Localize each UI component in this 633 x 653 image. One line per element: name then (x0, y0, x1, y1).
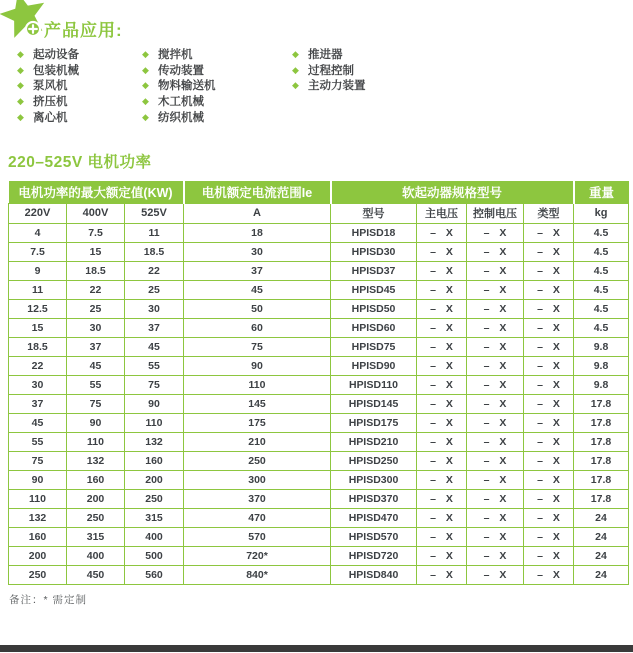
cell-main-voltage: – X (417, 470, 467, 489)
sub-header-type: 类型 (524, 203, 574, 223)
table-row (9, 223, 629, 242)
cell-400v: 132 (67, 451, 125, 470)
list-item (142, 94, 216, 110)
cell-525v: 11 (125, 223, 184, 242)
table-row (9, 546, 629, 565)
cell-weight-kg: 4.5 (574, 242, 629, 261)
cell-type: – X (524, 299, 574, 318)
list-item-label: 纺织机械 (158, 111, 204, 124)
cell-model: HPISD75 (331, 337, 417, 356)
cell-400v: 30 (67, 318, 125, 337)
list-item (292, 47, 366, 63)
table-row (9, 508, 629, 527)
cell-weight-kg: 17.8 (574, 489, 629, 508)
cell-220v: 132 (9, 508, 67, 527)
cell-model: HPISD18 (331, 223, 417, 242)
cell-type: – X (524, 413, 574, 432)
group-header-cell: 重量 (574, 181, 629, 203)
cell-weight-kg: 9.8 (574, 356, 629, 375)
cell-weight-kg: 4.5 (574, 299, 629, 318)
cell-type: – X (524, 261, 574, 280)
sub-header-220v: 220V (9, 203, 67, 223)
cell-current-a: 175 (184, 413, 331, 432)
cell-control-voltage: – X (467, 546, 524, 565)
sub-header-525v: 525V (125, 203, 184, 223)
cell-type: – X (524, 489, 574, 508)
list-item (292, 63, 366, 79)
diamond-bullet-icon: ◆ (292, 64, 299, 75)
list-item (17, 78, 79, 94)
cell-main-voltage: – X (417, 299, 467, 318)
sub-header-weight-kg: kg (574, 203, 629, 223)
list-item-label: 包装机械 (33, 64, 79, 77)
table-row (9, 489, 629, 508)
table-row (9, 527, 629, 546)
cell-model: HPISD570 (331, 527, 417, 546)
cell-model: HPISD37 (331, 261, 417, 280)
group-header-cell: 电机额定电流范围Ie (184, 181, 331, 203)
cell-type: – X (524, 546, 574, 565)
cell-400v: 7.5 (67, 223, 125, 242)
cell-current-a: 110 (184, 375, 331, 394)
cell-type: – X (524, 508, 574, 527)
cell-main-voltage: – X (417, 451, 467, 470)
applications-title: 产品应用: (44, 21, 123, 40)
table-row (9, 337, 629, 356)
cell-main-voltage: – X (417, 223, 467, 242)
diamond-bullet-icon: ◆ (142, 96, 149, 107)
cell-525v: 160 (125, 451, 184, 470)
cell-type: – X (524, 223, 574, 242)
list-item (17, 63, 79, 79)
list-item-label: 过程控制 (308, 64, 354, 77)
star-plus-icon (0, 0, 50, 47)
cell-weight-kg: 24 (574, 508, 629, 527)
cell-220v: 4 (9, 223, 67, 242)
table-row (9, 375, 629, 394)
cell-weight-kg: 9.8 (574, 337, 629, 356)
list-item-label: 搅拌机 (158, 49, 193, 61)
cell-400v: 315 (67, 527, 125, 546)
cell-weight-kg: 17.8 (574, 413, 629, 432)
cell-current-a: 470 (184, 508, 331, 527)
cell-model: HPISD30 (331, 242, 417, 261)
cell-control-voltage: – X (467, 299, 524, 318)
cell-400v: 37 (67, 337, 125, 356)
diamond-bullet-icon: ◆ (142, 49, 149, 59)
cell-current-a: 570 (184, 527, 331, 546)
cell-400v: 18.5 (67, 261, 125, 280)
table-row (9, 242, 629, 261)
cell-main-voltage: – X (417, 432, 467, 451)
cell-525v: 18.5 (125, 242, 184, 261)
section-title: 220–525V 电机功率 (8, 154, 152, 171)
cell-current-a: 60 (184, 318, 331, 337)
cell-525v: 25 (125, 280, 184, 299)
cell-525v: 132 (125, 432, 184, 451)
cell-220v: 110 (9, 489, 67, 508)
cell-control-voltage: – X (467, 432, 524, 451)
cell-220v: 250 (9, 565, 67, 584)
cell-current-a: 720* (184, 546, 331, 565)
cell-525v: 110 (125, 413, 184, 432)
list-item-label: 主动力装置 (308, 80, 366, 93)
applications-column-3 (292, 47, 366, 94)
list-item-label: 起动设备 (33, 49, 79, 61)
list-item-label: 离心机 (33, 111, 68, 124)
table-row (9, 299, 629, 318)
list-item (17, 94, 79, 110)
cell-type: – X (524, 337, 574, 356)
cell-main-voltage: – X (417, 565, 467, 584)
diamond-bullet-icon: ◆ (17, 111, 24, 122)
cell-525v: 55 (125, 356, 184, 375)
sub-header-400v: 400V (67, 203, 125, 223)
cell-model: HPISD45 (331, 280, 417, 299)
cell-type: – X (524, 375, 574, 394)
cell-current-a: 145 (184, 394, 331, 413)
cell-main-voltage: – X (417, 508, 467, 527)
cell-220v: 18.5 (9, 337, 67, 356)
cell-main-voltage: – X (417, 356, 467, 375)
cell-control-voltage: – X (467, 565, 524, 584)
cell-current-a: 370 (184, 489, 331, 508)
cell-525v: 315 (125, 508, 184, 527)
cell-model: HPISD470 (331, 508, 417, 527)
cell-220v: 37 (9, 394, 67, 413)
table-row (9, 318, 629, 337)
cell-220v: 22 (9, 356, 67, 375)
cell-525v: 22 (125, 261, 184, 280)
cell-weight-kg: 4.5 (574, 223, 629, 242)
cell-weight-kg: 17.8 (574, 470, 629, 489)
cell-400v: 45 (67, 356, 125, 375)
cell-control-voltage: – X (467, 356, 524, 375)
cell-control-voltage: – X (467, 413, 524, 432)
list-item (292, 78, 366, 94)
list-item-label: 推进器 (308, 49, 343, 61)
applications-column-1 (17, 47, 79, 125)
diamond-bullet-icon: ◆ (17, 64, 24, 75)
cell-control-voltage: – X (467, 242, 524, 261)
cell-weight-kg: 4.5 (574, 261, 629, 280)
table-sub-header-row (9, 203, 629, 223)
table-footnote: 备注：* 需定制 (9, 594, 88, 606)
cell-model: HPISD840 (331, 565, 417, 584)
cell-model: HPISD720 (331, 546, 417, 565)
cell-control-voltage: – X (467, 470, 524, 489)
cell-main-voltage: – X (417, 375, 467, 394)
cell-220v: 7.5 (9, 242, 67, 261)
cell-weight-kg: 17.8 (574, 451, 629, 470)
diamond-bullet-icon: ◆ (142, 80, 149, 91)
motor-power-table (8, 181, 629, 585)
cell-main-voltage: – X (417, 413, 467, 432)
cell-main-voltage: – X (417, 261, 467, 280)
cell-525v: 400 (125, 527, 184, 546)
cell-model: HPISD250 (331, 451, 417, 470)
list-item-label: 传动装置 (158, 64, 204, 77)
cell-type: – X (524, 432, 574, 451)
table-row (9, 356, 629, 375)
cell-type: – X (524, 527, 574, 546)
cell-model: HPISD145 (331, 394, 417, 413)
cell-type: – X (524, 356, 574, 375)
cell-220v: 160 (9, 527, 67, 546)
cell-control-voltage: – X (467, 508, 524, 527)
cell-400v: 22 (67, 280, 125, 299)
cell-weight-kg: 4.5 (574, 280, 629, 299)
cell-525v: 37 (125, 318, 184, 337)
cell-220v: 55 (9, 432, 67, 451)
list-item (142, 47, 216, 63)
cell-525v: 500 (125, 546, 184, 565)
cell-control-voltage: – X (467, 527, 524, 546)
cell-type: – X (524, 318, 574, 337)
cell-main-voltage: – X (417, 546, 467, 565)
cell-current-a: 50 (184, 299, 331, 318)
cell-400v: 250 (67, 508, 125, 527)
cell-weight-kg: 24 (574, 546, 629, 565)
cell-control-voltage: – X (467, 337, 524, 356)
cell-model: HPISD110 (331, 375, 417, 394)
cell-400v: 25 (67, 299, 125, 318)
cell-525v: 200 (125, 470, 184, 489)
sub-header-model: 型号 (331, 203, 417, 223)
diamond-bullet-icon: ◆ (17, 96, 24, 107)
cell-type: – X (524, 451, 574, 470)
cell-current-a: 37 (184, 261, 331, 280)
page-footer-bar (0, 645, 633, 652)
sub-header-current-a: A (184, 203, 331, 223)
diamond-bullet-icon: ◆ (142, 64, 149, 75)
cell-control-voltage: – X (467, 318, 524, 337)
list-item-label: 木工机械 (158, 96, 204, 109)
cell-220v: 30 (9, 375, 67, 394)
cell-main-voltage: – X (417, 318, 467, 337)
cell-model: HPISD370 (331, 489, 417, 508)
cell-control-voltage: – X (467, 280, 524, 299)
cell-400v: 200 (67, 489, 125, 508)
cell-220v: 9 (9, 261, 67, 280)
cell-control-voltage: – X (467, 223, 524, 242)
cell-current-a: 45 (184, 280, 331, 299)
cell-220v: 11 (9, 280, 67, 299)
cell-400v: 160 (67, 470, 125, 489)
cell-model: HPISD50 (331, 299, 417, 318)
cell-400v: 55 (67, 375, 125, 394)
table-row (9, 470, 629, 489)
table-row (9, 451, 629, 470)
cell-525v: 45 (125, 337, 184, 356)
list-item-label: 泵风机 (33, 80, 68, 93)
cell-220v: 12.5 (9, 299, 67, 318)
cell-main-voltage: – X (417, 527, 467, 546)
cell-525v: 75 (125, 375, 184, 394)
cell-400v: 75 (67, 394, 125, 413)
cell-220v: 75 (9, 451, 67, 470)
cell-220v: 90 (9, 470, 67, 489)
cell-type: – X (524, 242, 574, 261)
cell-current-a: 250 (184, 451, 331, 470)
table-row (9, 432, 629, 451)
cell-weight-kg: 17.8 (574, 394, 629, 413)
group-header-cell: 电机功率的最大额定值(KW) (9, 181, 184, 203)
cell-weight-kg: 24 (574, 565, 629, 584)
cell-current-a: 210 (184, 432, 331, 451)
table-body (9, 223, 629, 584)
diamond-bullet-icon: ◆ (292, 80, 299, 91)
cell-400v: 110 (67, 432, 125, 451)
cell-model: HPISD300 (331, 470, 417, 489)
cell-control-voltage: – X (467, 394, 524, 413)
cell-525v: 250 (125, 489, 184, 508)
cell-model: HPISD175 (331, 413, 417, 432)
sub-header-control-voltage: 控制电压 (467, 203, 524, 223)
table-row (9, 394, 629, 413)
cell-control-voltage: – X (467, 261, 524, 280)
diamond-bullet-icon: ◆ (17, 49, 24, 59)
applications-header (0, 0, 420, 52)
cell-weight-kg: 9.8 (574, 375, 629, 394)
diamond-bullet-icon: ◆ (17, 80, 24, 91)
cell-model: HPISD60 (331, 318, 417, 337)
cell-type: – X (524, 394, 574, 413)
table-row (9, 280, 629, 299)
cell-model: HPISD210 (331, 432, 417, 451)
cell-current-a: 300 (184, 470, 331, 489)
cell-type: – X (524, 280, 574, 299)
cell-current-a: 840* (184, 565, 331, 584)
table-row (9, 413, 629, 432)
cell-control-voltage: – X (467, 375, 524, 394)
cell-type: – X (524, 565, 574, 584)
cell-400v: 15 (67, 242, 125, 261)
cell-220v: 15 (9, 318, 67, 337)
cell-main-voltage: – X (417, 394, 467, 413)
cell-220v: 45 (9, 413, 67, 432)
list-item-label: 挤压机 (33, 96, 68, 109)
cell-model: HPISD90 (331, 356, 417, 375)
group-header-cell: 软起动器规格型号 (331, 181, 574, 203)
list-item (17, 47, 79, 63)
list-item (142, 78, 216, 94)
cell-current-a: 18 (184, 223, 331, 242)
cell-weight-kg: 24 (574, 527, 629, 546)
cell-525v: 560 (125, 565, 184, 584)
cell-525v: 90 (125, 394, 184, 413)
cell-type: – X (524, 470, 574, 489)
list-item (142, 110, 216, 126)
cell-current-a: 75 (184, 337, 331, 356)
list-item (142, 63, 216, 79)
list-item-label: 物料输送机 (158, 80, 216, 93)
sub-header-main-voltage: 主电压 (417, 203, 467, 223)
cell-main-voltage: – X (417, 489, 467, 508)
applications-column-2 (142, 47, 216, 125)
cell-main-voltage: – X (417, 242, 467, 261)
diamond-bullet-icon: ◆ (142, 111, 149, 122)
table-group-header-row (9, 181, 629, 203)
table-row (9, 261, 629, 280)
cell-525v: 30 (125, 299, 184, 318)
cell-400v: 450 (67, 565, 125, 584)
cell-main-voltage: – X (417, 337, 467, 356)
cell-control-voltage: – X (467, 451, 524, 470)
cell-control-voltage: – X (467, 489, 524, 508)
cell-current-a: 90 (184, 356, 331, 375)
list-item (17, 110, 79, 126)
cell-main-voltage: – X (417, 280, 467, 299)
table-row (9, 565, 629, 584)
cell-400v: 400 (67, 546, 125, 565)
cell-400v: 90 (67, 413, 125, 432)
cell-weight-kg: 4.5 (574, 318, 629, 337)
diamond-bullet-icon: ◆ (292, 49, 299, 59)
cell-220v: 200 (9, 546, 67, 565)
cell-current-a: 30 (184, 242, 331, 261)
cell-weight-kg: 17.8 (574, 432, 629, 451)
